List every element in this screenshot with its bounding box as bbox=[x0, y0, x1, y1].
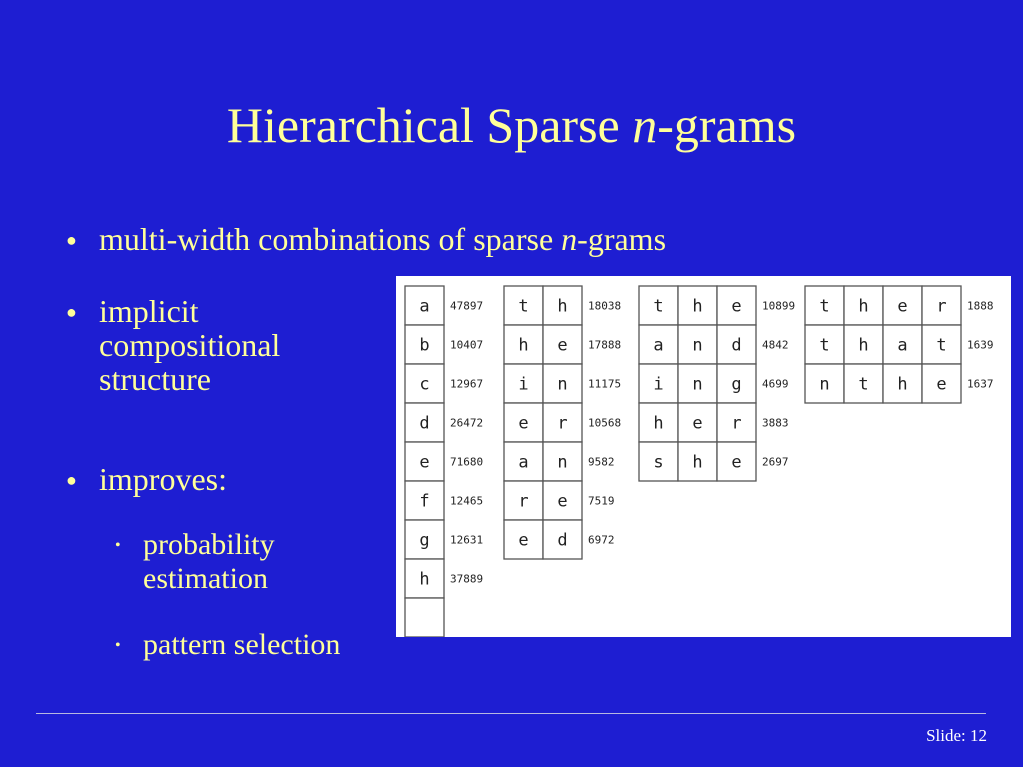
ngram-char: a bbox=[897, 335, 908, 356]
bullet-1 bbox=[99, 222, 666, 256]
ngram-char: h bbox=[419, 569, 430, 590]
sub-bullet-dot: • bbox=[115, 537, 121, 554]
ngram-char: n bbox=[819, 374, 830, 395]
ngram-table-1 bbox=[405, 286, 483, 637]
ngram-char: h bbox=[518, 335, 529, 356]
ngram-count: 12967 bbox=[450, 377, 484, 391]
ngram-char: t bbox=[819, 335, 830, 356]
ngram-count: 12631 bbox=[450, 533, 484, 547]
ngram-char: e bbox=[731, 452, 742, 473]
sub-bullet-1-line: probability bbox=[143, 528, 275, 561]
ngram-count: 1888 bbox=[967, 299, 994, 313]
bullet-2-line: implicit bbox=[99, 293, 199, 329]
ngram-count: 2697 bbox=[762, 455, 789, 469]
sub-bullet-1 bbox=[143, 528, 275, 596]
ngram-char: e bbox=[518, 413, 529, 434]
ngram-char: s bbox=[653, 452, 664, 473]
ngram-char: h bbox=[692, 296, 703, 317]
ngram-char: n bbox=[692, 335, 703, 356]
ngram-char: e bbox=[557, 491, 568, 512]
ngram-char: e bbox=[936, 374, 947, 395]
ngram-char: f bbox=[419, 491, 430, 512]
ngram-char: h bbox=[692, 452, 703, 473]
ngram-char: h bbox=[653, 413, 664, 434]
footer-divider bbox=[36, 713, 986, 714]
bullet-dot: ● bbox=[66, 302, 77, 322]
ngram-count: 6972 bbox=[588, 533, 615, 547]
bullet-2-line: structure bbox=[99, 361, 211, 397]
bullet-dot: ● bbox=[66, 230, 77, 250]
ngram-count: 10568 bbox=[588, 416, 622, 430]
ngram-tables bbox=[396, 276, 1011, 637]
ngram-char: t bbox=[858, 374, 869, 395]
ngram-count: 17888 bbox=[588, 338, 622, 352]
ngram-cell bbox=[405, 598, 444, 637]
ngram-char: e bbox=[518, 530, 529, 551]
ngram-char: r bbox=[936, 296, 947, 317]
slide-number: Slide: 12 bbox=[926, 726, 987, 745]
ngram-char: n bbox=[557, 374, 568, 395]
ngram-count: 10899 bbox=[762, 299, 796, 313]
title-tail: -grams bbox=[657, 97, 797, 153]
ngram-char: a bbox=[653, 335, 664, 356]
ngram-char: g bbox=[419, 530, 430, 551]
ngram-figure bbox=[396, 276, 1011, 637]
ngram-char: h bbox=[557, 296, 568, 317]
ngram-char: r bbox=[731, 413, 742, 434]
ngram-count: 10407 bbox=[450, 338, 484, 352]
sub-bullet-dot: • bbox=[115, 637, 121, 654]
ngram-char: g bbox=[731, 374, 742, 395]
ngram-count: 9582 bbox=[588, 455, 615, 469]
sub-bullet-2 bbox=[143, 628, 340, 662]
ngram-char: t bbox=[819, 296, 830, 317]
slide-title bbox=[0, 95, 1023, 155]
ngram-count: 11175 bbox=[588, 377, 622, 391]
ngram-char: i bbox=[518, 374, 529, 395]
sub-bullet-1-line: estimation bbox=[143, 562, 268, 595]
ngram-char: b bbox=[419, 335, 430, 356]
ngram-char: c bbox=[419, 374, 430, 395]
ngram-count: 1639 bbox=[967, 338, 994, 352]
ngram-count: 4842 bbox=[762, 338, 789, 352]
bullet-2 bbox=[99, 294, 280, 396]
bullet-dot: ● bbox=[66, 470, 77, 490]
ngram-char: d bbox=[419, 413, 430, 434]
bullet-1-text: multi-width combinations of sparse bbox=[99, 221, 562, 257]
ngram-char: d bbox=[557, 530, 568, 551]
title-main: Hierarchical Sparse bbox=[226, 97, 633, 153]
ngram-count: 1637 bbox=[967, 377, 994, 391]
ngram-char: h bbox=[858, 335, 869, 356]
bullet-2-line: compositional bbox=[99, 327, 281, 363]
ngram-count: 18038 bbox=[588, 299, 622, 313]
ngram-count: 3883 bbox=[762, 416, 789, 430]
ngram-char: r bbox=[557, 413, 568, 434]
ngram-count: 26472 bbox=[450, 416, 484, 430]
ngram-char: e bbox=[897, 296, 908, 317]
ngram-char: t bbox=[936, 335, 947, 356]
ngram-char: e bbox=[557, 335, 568, 356]
ngram-char: a bbox=[518, 452, 529, 473]
ngram-char: n bbox=[557, 452, 568, 473]
bullet-1-italic: n bbox=[561, 221, 578, 257]
bullet-1-tail: -grams bbox=[577, 221, 667, 257]
ngram-char: t bbox=[653, 296, 664, 317]
ngram-char: e bbox=[731, 296, 742, 317]
ngram-char: d bbox=[731, 335, 742, 356]
ngram-char: i bbox=[653, 374, 664, 395]
ngram-char: t bbox=[518, 296, 529, 317]
ngram-count: 4699 bbox=[762, 377, 789, 391]
ngram-count: 47897 bbox=[450, 299, 484, 313]
ngram-count: 12465 bbox=[450, 494, 484, 508]
ngram-char: n bbox=[692, 374, 703, 395]
ngram-table-3 bbox=[639, 286, 795, 481]
ngram-char: r bbox=[518, 491, 529, 512]
ngram-char: e bbox=[419, 452, 430, 473]
ngram-table-4 bbox=[805, 286, 994, 403]
ngram-char: a bbox=[419, 296, 430, 317]
ngram-count: 71680 bbox=[450, 455, 484, 469]
ngram-char: h bbox=[897, 374, 908, 395]
ngram-char: h bbox=[858, 296, 869, 317]
sub-bullet-2-line: pattern selection bbox=[143, 628, 341, 661]
ngram-table-2 bbox=[504, 286, 621, 559]
ngram-count: 37889 bbox=[450, 572, 484, 586]
title-italic: n bbox=[632, 97, 658, 153]
ngram-count: 7519 bbox=[588, 494, 615, 508]
bullet-3 bbox=[99, 462, 227, 496]
ngram-char: e bbox=[692, 413, 703, 434]
bullet-3-text: improves: bbox=[99, 461, 227, 497]
